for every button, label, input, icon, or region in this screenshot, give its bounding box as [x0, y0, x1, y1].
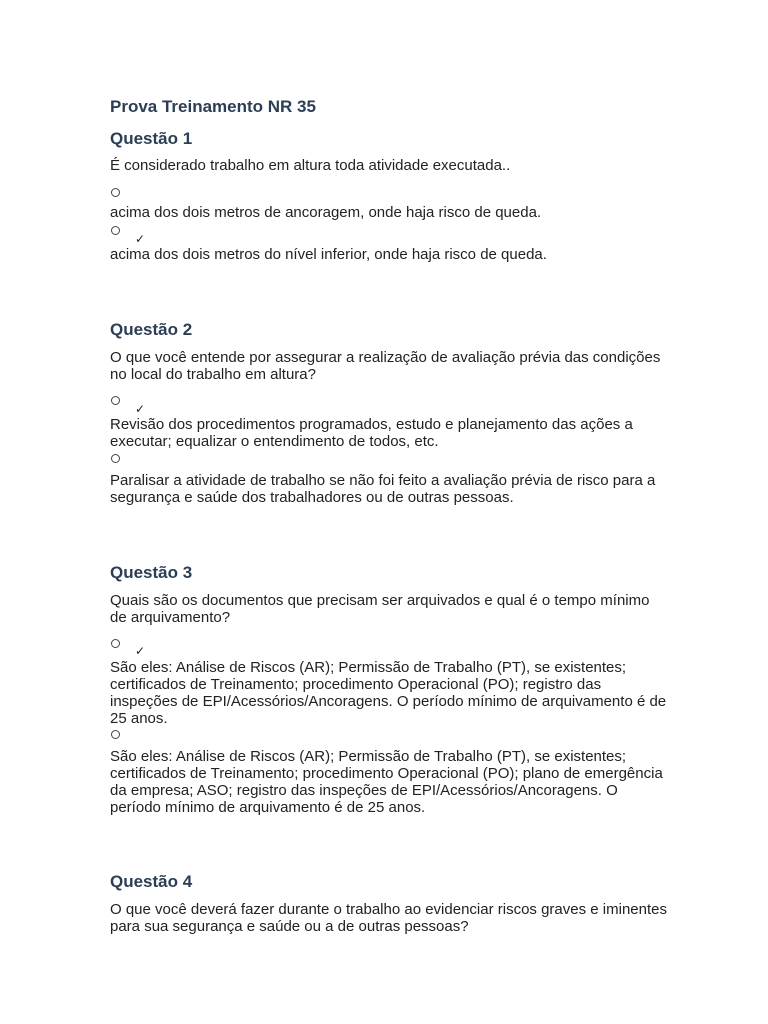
question-1-option-1-text: acima dos dois metros de ancoragem, onde haja risco de queda.: [110, 204, 542, 221]
question-2-text: O que você entende por assegurar a realização de avaliação prévia das condições no local do trabalho em altura?: [110, 349, 661, 383]
question-2-heading: Questão 2: [110, 320, 193, 339]
question-3-option-1-checkmark-icon: ✓: [135, 644, 146, 658]
question-2-option-1-checkmark-icon: ✓: [135, 402, 146, 416]
question-1-option-2-text: acima dos dois metros do nível inferior, onde haja risco de queda.: [110, 246, 547, 263]
document-title: Prova Treinamento NR 35: [110, 97, 316, 116]
question-2-option-1-radio[interactable]: [111, 396, 120, 405]
question-1-option-1-radio[interactable]: [111, 188, 120, 197]
question-1-text: É considerado trabalho em altura toda atividade executada..: [110, 157, 511, 174]
question-4-text: O que você deverá fazer durante o trabalho ao evidenciar riscos graves e iminentes para sua segurança e saúde ou a de outras pessoas?: [110, 901, 667, 935]
question-3-option-1-radio[interactable]: [111, 639, 120, 648]
question-3-option-1-text: São eles: Análise de Riscos (AR); Permissão de Trabalho (PT), se existentes; certificados de Treinamento; procedimento Operacional (PO); registro das inspeções de EPI/Acessórios/Ancoragens. O período mínimo de arquivamento é de 25 anos.: [110, 659, 667, 727]
question-2-option-2-radio[interactable]: [111, 454, 120, 463]
question-1-option-2-checkmark-icon: ✓: [135, 232, 146, 246]
question-3-option-2-text: São eles: Análise de Riscos (AR); Permissão de Trabalho (PT), se existentes; certificados de Treinamento; procedimento Operacional (PO); plano de emergência da empresa; ASO; registro das inspeções de EPI/Acessórios/Ancoragens. O período mínimo de arquivamento é de 25 anos.: [110, 748, 663, 816]
question-1-heading: Questão 1: [110, 129, 193, 148]
question-4-heading: Questão 4: [110, 872, 193, 891]
question-3-option-2-radio[interactable]: [111, 730, 120, 739]
question-3-heading: Questão 3: [110, 563, 193, 582]
question-2-option-2-text: Paralisar a atividade de trabalho se não foi feito a avaliação prévia de risco para a segurança e saúde dos trabalhadores ou de outras pessoas.: [110, 472, 656, 506]
question-1-option-2-radio[interactable]: [111, 226, 120, 235]
question-3-text: Quais são os documentos que precisam ser arquivados e qual é o tempo mínimo de arquivamento?: [110, 592, 650, 626]
question-2-option-1-text: Revisão dos procedimentos programados, estudo e planejamento das ações a executar; equalizar o entendimento de todos, etc.: [110, 416, 633, 450]
